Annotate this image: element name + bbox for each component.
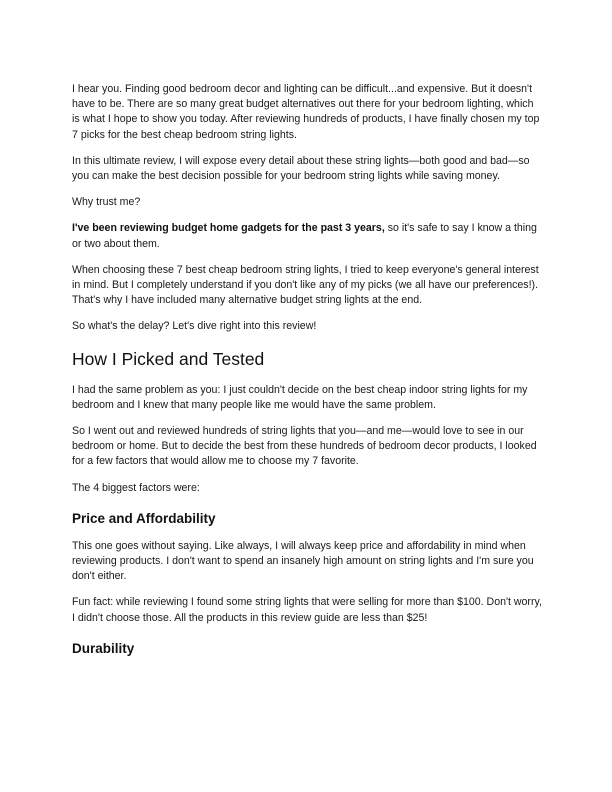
how-i-picked-heading: How I Picked and Tested xyxy=(72,348,265,369)
fun-fact-paragraph: Fun fact: while reviewing I found some string lights that were selling for more than $100. Don't worry, I didn't choose those. All the products in this review guide are less than $25! xyxy=(72,596,542,624)
factors-paragraph: The 4 biggest factors were: xyxy=(72,481,200,494)
credentials-bold-text: I've been reviewing budget home gadgets for the past 3 years, xyxy=(72,222,385,235)
intro-paragraph: I hear you. Finding good bedroom decor and lighting can be difficult...and expensive. But it doesn't have to be. There are so many great budget alternatives out there for your bedroom lighting, which is what I hope to show you today. After reviewing hundreds of products, I have finally chosen my top 7 picks for the best cheap bedroom string lights. xyxy=(72,83,540,141)
credentials-paragraph xyxy=(72,221,542,251)
price-paragraph: This one goes without saying. Like always, I will always keep price and affordability in mind when reviewing products. I don't want to spend an insanely high amount on string lights and I'm sure you don't either. xyxy=(72,539,534,583)
why-trust-me-paragraph: Why trust me? xyxy=(72,196,141,209)
dive-in-paragraph: So what's the delay? Let's dive right into this review! xyxy=(72,320,317,333)
same-problem-paragraph: I had the same problem as you: I just couldn't decide on the best cheap indoor string lights for my bedroom and I knew that many people like me would have the same problem. xyxy=(72,383,528,411)
credentials-rest-text: so it's safe to say I know a thing or two about them. xyxy=(72,222,537,250)
durability-heading: Durability xyxy=(72,640,135,656)
picks-paragraph: When choosing these 7 best cheap bedroom string lights, I tried to keep everyone's general interest in mind. But I completely understand if you don't like any of my picks (we all have our preferences!). That's why I have included many alternative budget string lights at the end. xyxy=(72,263,539,307)
document-page xyxy=(72,82,542,669)
review-detail-paragraph: In this ultimate review, I will expose every detail about these string lights—both good and bad—so you can make the best decision possible for your bedroom string lights while saving money. xyxy=(72,154,530,183)
reviewed-hundreds-paragraph: So I went out and reviewed hundreds of string lights that you—and me—would love to see in our bedroom or home. But to decide the best from these hundreds of bedroom decor products, I looked for a few factors that would allow me to choose my 7 favorite. xyxy=(72,425,537,468)
price-affordability-heading: Price and Affordability xyxy=(72,510,216,526)
